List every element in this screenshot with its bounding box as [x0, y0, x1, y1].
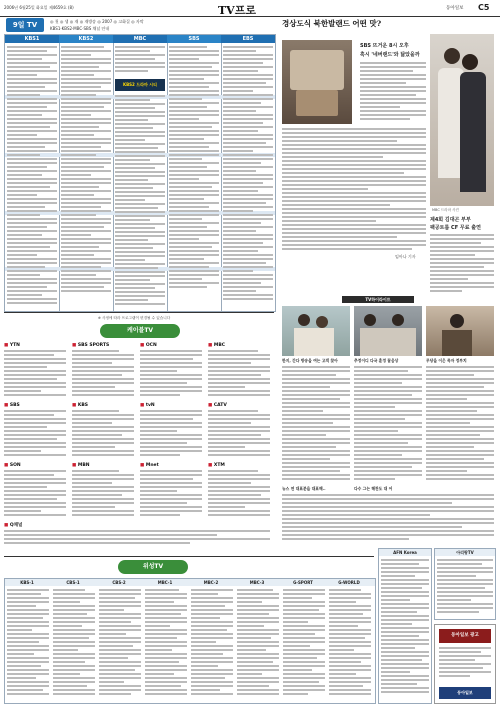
- tv-highlight-title: TV하이라이트: [342, 296, 414, 303]
- sat-channel-8: G-WORLD: [338, 580, 360, 585]
- cable-channel-6: KBS: [77, 403, 89, 408]
- cable-channel-2: SBS SPORTS: [77, 343, 110, 348]
- cable-channel-10: MBN: [77, 463, 90, 468]
- satellite-tv-title: 위성TV: [118, 560, 188, 574]
- ad-brand: 동아일보 광고: [439, 629, 491, 643]
- highlight-caption-1: 한지, 간다 방송을 여는 고객 찾아: [282, 358, 338, 363]
- highlight-caption-2: 추정이디 다국 훈정 꿀음상: [354, 358, 399, 363]
- paper-name: 동아일보: [446, 6, 464, 11]
- feature-sub2: 혹시 '네버랜드'와 닮았을까: [360, 52, 420, 58]
- satellite-grid: [4, 578, 376, 704]
- sat-channel-1: KBS-1: [20, 580, 34, 585]
- page-number: C5: [478, 3, 490, 12]
- highlight-midhead-2: 다수 그는 해찬도 대 어: [354, 486, 393, 491]
- cable-channel-13: Q채널: [9, 523, 23, 528]
- ad-panel: [434, 624, 496, 704]
- arirang-title: 아리랑TV: [435, 549, 495, 556]
- legend-line-2: KBS1·KBS2·MBC·SBS 채널 안내: [50, 26, 110, 31]
- cable-tv-title: 케이블TV: [100, 324, 180, 338]
- cable-channel-8: CATV: [213, 403, 227, 408]
- cable-channel-4: MBC: [213, 343, 226, 348]
- tv-grid-title: 9일 TV: [6, 18, 44, 32]
- channel-header-kbs1: KBS1: [5, 35, 59, 43]
- highlight-program-box: KBS2 드라마 시티: [115, 79, 165, 91]
- cable-channel-3: OCN: [145, 343, 157, 348]
- sat-channel-5: MBC-2: [203, 580, 219, 585]
- cable-channel-1: YTN: [9, 343, 20, 348]
- feature-photo-food: [282, 40, 352, 124]
- highlight-caption-3: 무당을 이은 목자 정부치: [426, 358, 467, 363]
- channel-header-ebs: EBS: [221, 35, 275, 43]
- satellite-divider: [4, 556, 374, 557]
- cable-channel-11: Mnet: [145, 463, 159, 468]
- sat-channel-2: CBS-1: [66, 580, 80, 585]
- photo-caption: MBC 드라마 사진: [432, 208, 459, 212]
- sat-channel-6: MBC-3: [249, 580, 265, 585]
- feature-byline: 임아나 기자: [395, 254, 416, 259]
- cable-channel-12: XTM: [213, 463, 225, 468]
- highlight-photo-3: [426, 306, 494, 356]
- side-title: 제4회 김대곤 부부: [430, 217, 471, 223]
- ad-footer: 동아일보: [439, 687, 491, 699]
- sat-channel-7: G-SPORT: [293, 580, 313, 585]
- feature-photo-couple: [430, 34, 494, 206]
- legend-line-1: ◎ 첫 ◎ 생 ◎ 재 ◎ 재방송 ◎ 2007 ◎ 고화질 ◎ 자막: [50, 19, 144, 24]
- page-header: [0, 0, 500, 17]
- cable-note: ※ 사정에 따라 프로그램이 변경될 수 있습니다: [97, 316, 171, 320]
- highlight-midhead-1: 뉴스 연 대표분을 대표해..: [282, 486, 326, 491]
- sat-channel-3: CBS-2: [112, 580, 126, 585]
- arirang-box: [434, 548, 496, 620]
- channel-header-mbc: MBC: [113, 35, 167, 43]
- issue-info: 2006년 6월25일 화요일 제4659호 (8): [4, 5, 74, 10]
- side-subtitle: 팩공트롬 CF 무료 출연: [430, 225, 481, 231]
- channel-header-sbs: SBS: [167, 35, 221, 43]
- afn-title: AFN Korea: [379, 549, 431, 556]
- highlight-photo-1: [282, 306, 350, 356]
- highlight-photo-2: [354, 306, 422, 356]
- feature-sub1: SBS 뜨거운 8시 오후: [360, 43, 409, 49]
- cable-channel-7: tvN: [145, 403, 155, 408]
- cable-channel-9: SON: [9, 463, 21, 468]
- cable-schedule: ■ YTN ■ SBS SPORTS ■ OCN ■ MBC ■ SBS ■ KBS ■ tvN ■ CATV ■ SON ■ MBN ■ Mnet ■ XTM ■ Q채널: [4, 342, 274, 552]
- afn-box: [378, 548, 432, 704]
- feature-headline: 경상도식 북한발랜드 어떤 맛?: [282, 19, 382, 28]
- sat-channel-4: MBC-1: [157, 580, 173, 585]
- channel-header-kbs2: KBS2: [59, 35, 113, 43]
- cable-channel-5: SBS: [9, 403, 20, 408]
- tv-schedule-grid: [4, 34, 276, 312]
- section-title: TV프로: [218, 4, 256, 17]
